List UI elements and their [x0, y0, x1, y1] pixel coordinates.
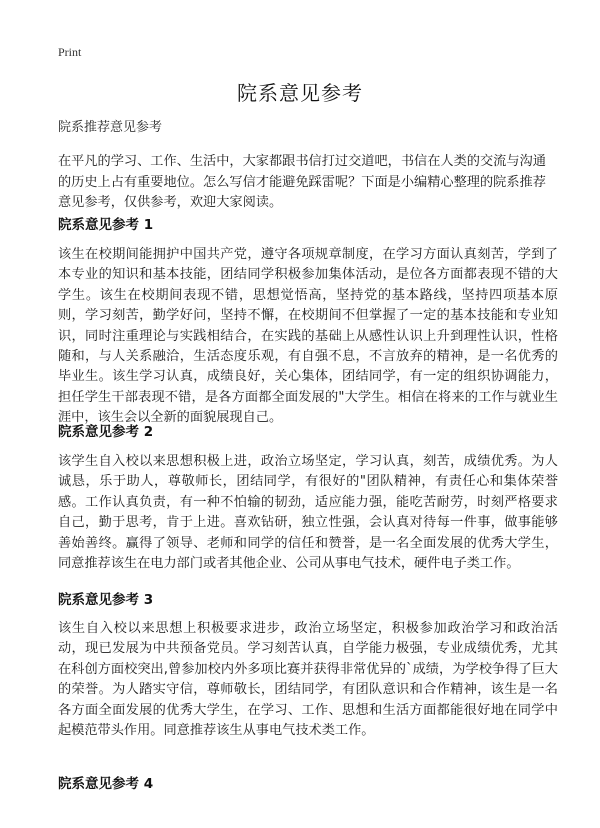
- section-heading-2: 院系意见参考 2: [58, 424, 154, 440]
- document-subtitle: 院系推荐意见参考: [58, 120, 163, 135]
- section-heading-4: 院系意见参考 4: [58, 776, 154, 792]
- section-heading-3: 院系意见参考 3: [58, 592, 154, 608]
- document-title: 院系意见参考: [237, 81, 363, 105]
- section-body-3: 该生自入校以来思想上积极要求进步，政治立场坚定，积极参加政治学习和政治活动，现已发展为中共预备党员。学习刻苦认真，自学能力极强，专业成绩优秀，尤其在科创方面校突出,曾参加校内外多项比赛并获得非常优异的`成绩，为学校争得了巨大的荣誉。为人踏实守信，尊师敬长，团结同学，有团队意识和合作精神，该生是一名各方面全面发展的优秀大学生，在学习、工作、思想和生活方面都能很好地在同学中起模范带头作用。同意推荐该生从事电气技术类工作。: [58, 621, 558, 739]
- section-body-1: 该生在校期间能拥护中国共产党，遵守各项规章制度，在学习方面认真刻苦，学到了本专业的知识和基本技能，团结同学积极参加集体活动，是位各方面都表现不错的大学生。该生在校期间表现不错，思想觉悟高，坚持党的基本路线，坚持四项基本原则，学习刻苦，勤学好问，坚持不懈，在校期间不但掌握了一定的基本技能和专业知识，同时注重理论与实践相结合，在实践的基础上从感性认识上升到理性认识，性格随和，与人关系融洽，生活态度乐观，有自强不息，不言放弃的精神，是一名优秀的毕业生。该生学习认真，成绩良好，关心集体，团结同学，有一定的组织协调能力，担任学生干部表现不错，是各方面都全面发展的"大学生。相信在将来的工作与就业生涯中，该生会以全新的面貌展现自己。: [58, 247, 558, 426]
- print-label[interactable]: Print: [58, 45, 82, 59]
- section-heading-1: 院系意见参考 1: [58, 217, 154, 233]
- intro-paragraph: 在平凡的学习、工作、生活中，大家都跟书信打过交道吧，书信在人类的交流与沟通的历史上占有重要地位。怎么写信才能避免踩雷呢？下面是小编精心整理的院系推荐意见参考，仅供参考，欢迎大家阅读。: [58, 154, 546, 210]
- section-body-2: 该学生自入校以来思想积极上进，政治立场坚定，学习认真，刻苦，成绩优秀。为人诚恳，乐于助人，尊敬师长，团结同学，有很好的"团队精神，有责任心和集体荣誉感。工作认真负责，有一种不怕输的韧劲，适应能力强，能吃苦耐劳，时刻严格要求自己，勤于思考，肯于上进。喜欢钻研，独立性强，会认真对待每一件事，做事能够善始善终。赢得了领导、老师和同学的信任和赞誉，是一名全面发展的优秀大学生，同意推荐该生在电力部门或者其他企业、公司从事电气技术，硬件电子类工作。: [58, 454, 558, 572]
